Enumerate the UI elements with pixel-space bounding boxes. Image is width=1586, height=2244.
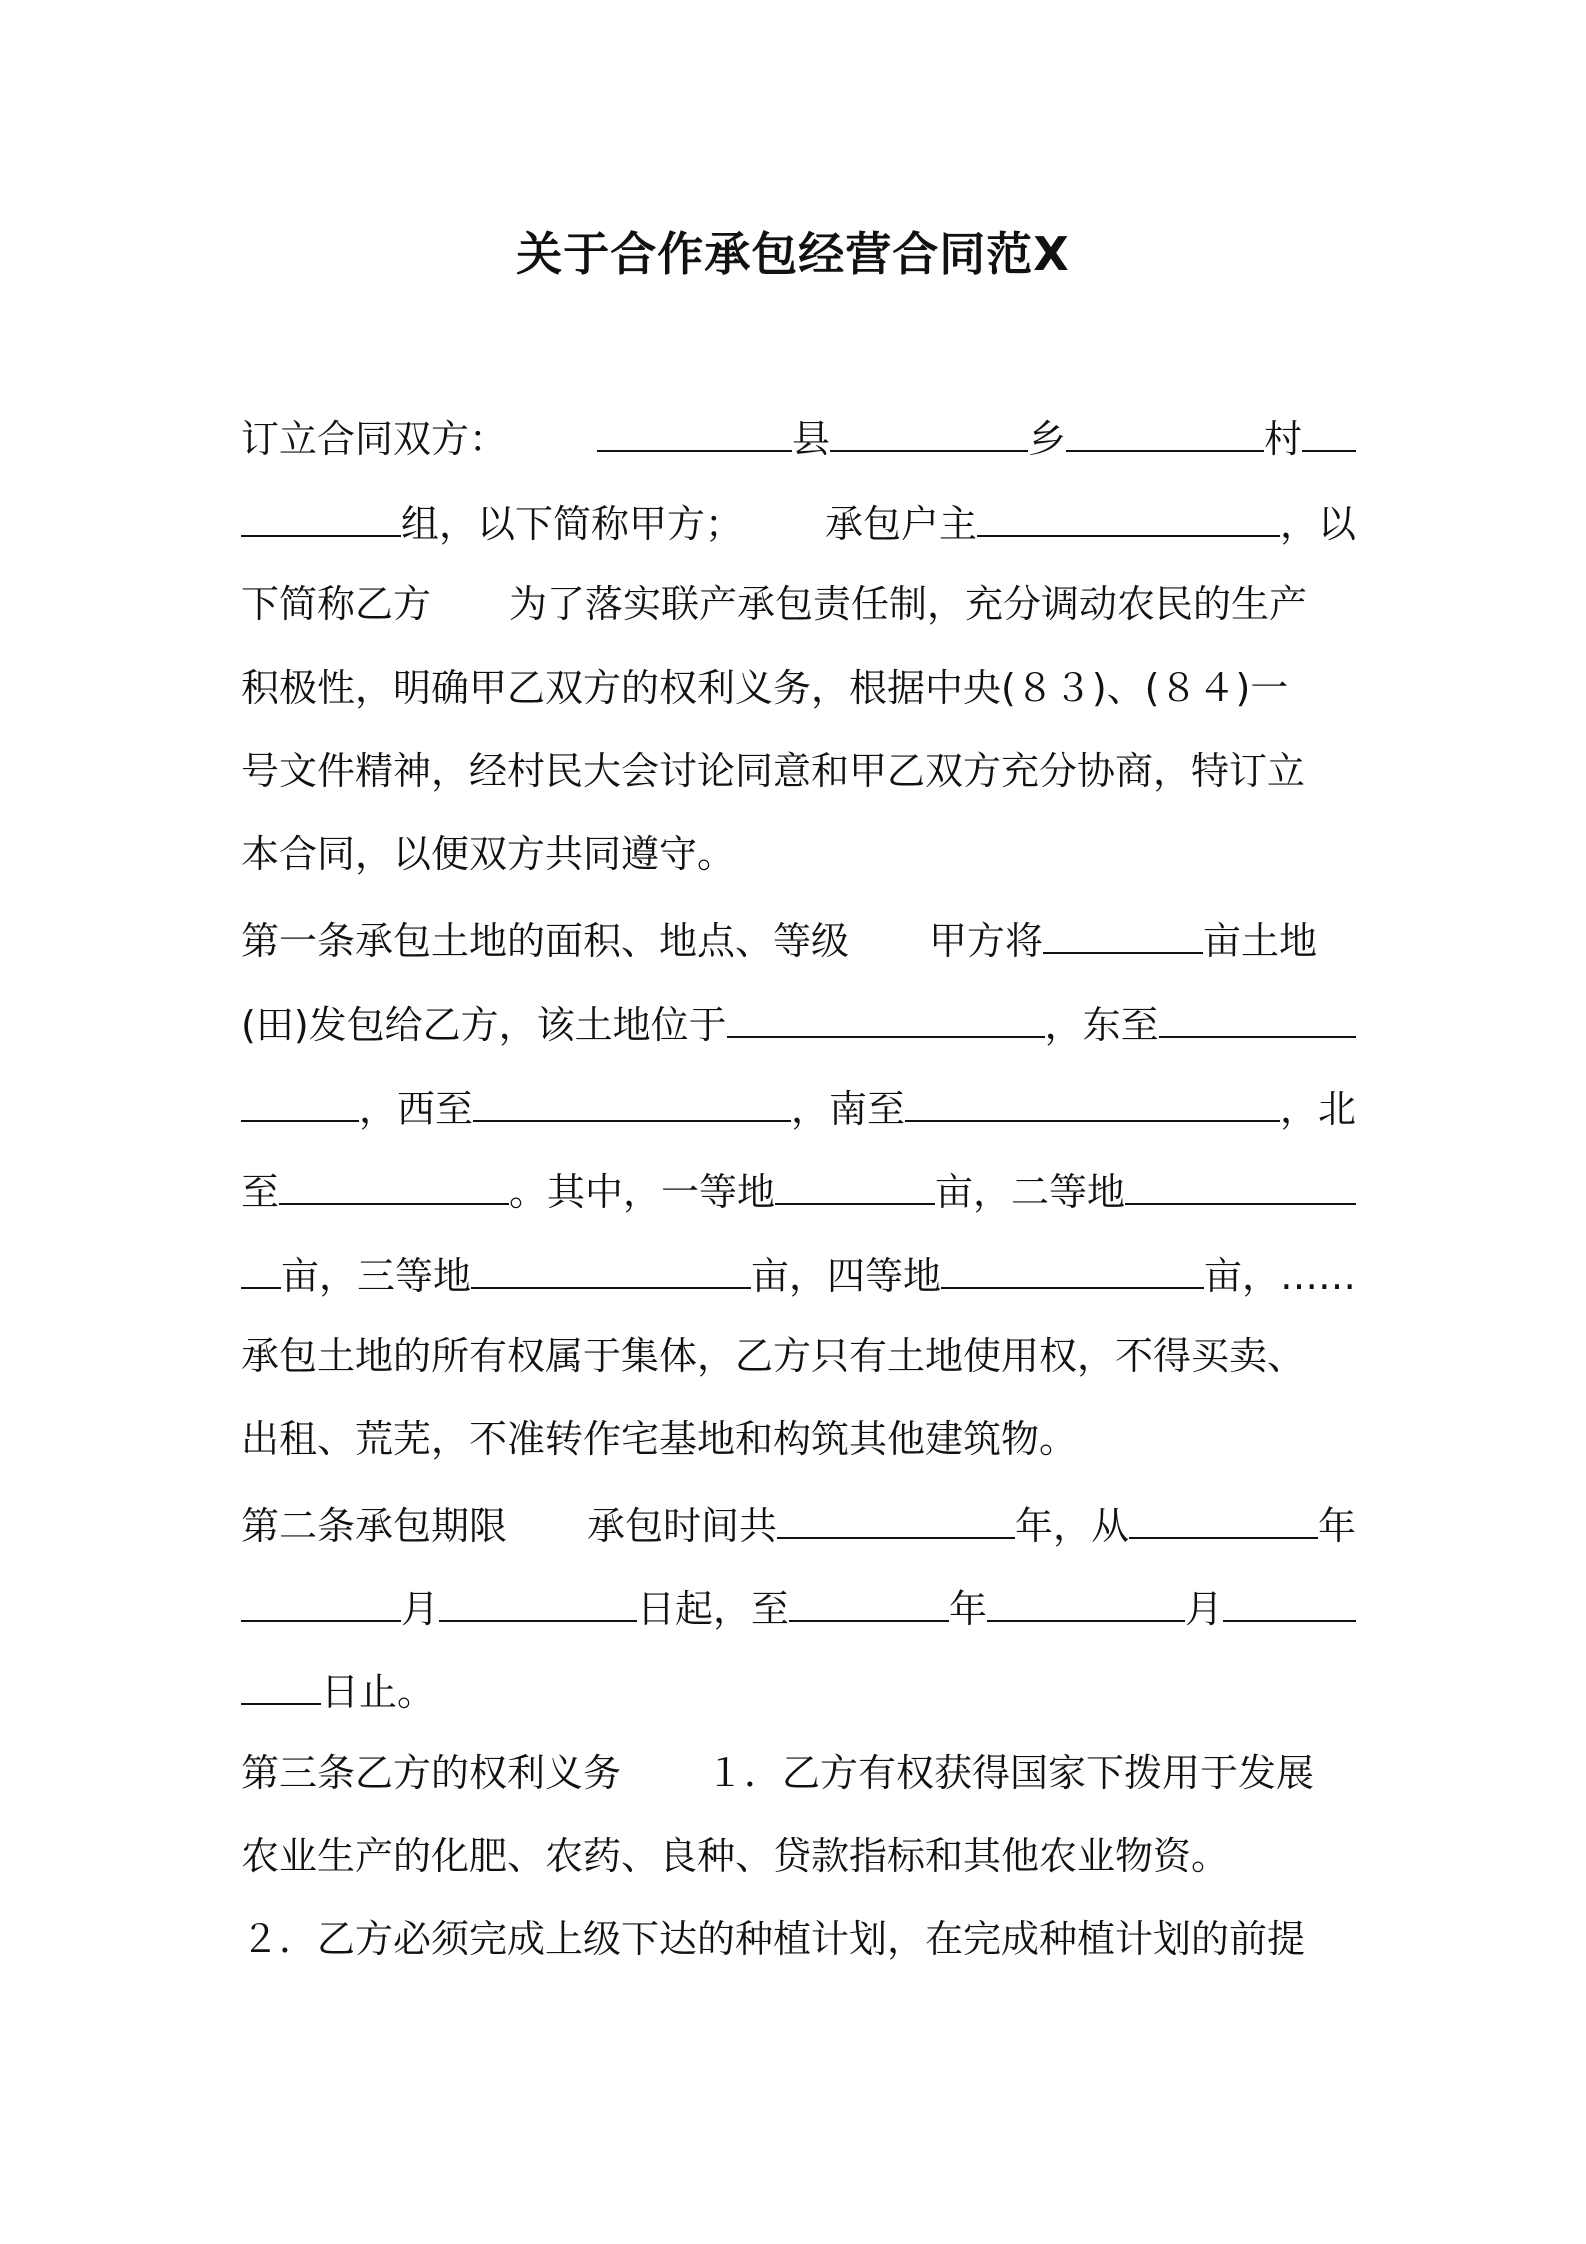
start-to-label: 日起，至	[637, 1587, 790, 1631]
body-line: 积极性，明确甲乙双方的权利义务，根据中央(８３)、(８４)一	[241, 666, 1289, 710]
end-month-label: 月	[1185, 1587, 1224, 1631]
south-label: ，南至	[791, 1087, 906, 1131]
area-mu-blank[interactable]	[1043, 912, 1203, 954]
grade-1-label: 。其中，一等地	[509, 1170, 776, 1214]
township-label: 乡	[1028, 417, 1067, 461]
north-blank[interactable]	[279, 1163, 509, 1205]
mu-land-text: 亩土地	[1203, 919, 1318, 963]
body-line: ２．乙方必须完成上级下达的种植计划，在完成种植计划的前提	[241, 1917, 1306, 1961]
grade-2-blank-cont[interactable]	[241, 1247, 281, 1289]
west-label: ，西至	[359, 1087, 474, 1131]
body-line: 出租、荒芜，不准转作宅基地和构筑其他建筑物。	[241, 1417, 1078, 1461]
west-blank[interactable]	[473, 1080, 791, 1122]
grade-2-label: 亩，二等地	[935, 1170, 1126, 1214]
boundary-line	[241, 1080, 1356, 1132]
grade-4-blank[interactable]	[941, 1247, 1204, 1289]
party-a-will-text: 甲方将	[929, 919, 1044, 963]
contract-parties-line	[241, 410, 1356, 462]
grade-2-blank[interactable]	[1125, 1163, 1356, 1205]
article-1-heading-line	[241, 912, 1356, 964]
start-year-blank[interactable]	[1129, 1497, 1318, 1539]
party-b-text-start: ，以	[1279, 502, 1356, 546]
from-label: 年，从	[1015, 1504, 1130, 1548]
group-blank-start[interactable]	[1302, 410, 1356, 452]
grade-3-blank[interactable]	[471, 1247, 751, 1289]
township-blank[interactable]	[830, 410, 1028, 452]
purpose-text: 为了落实联产承包责任制，充分调动农民的生产	[509, 582, 1308, 626]
grade-3-label: 亩，三等地	[281, 1254, 472, 1298]
article-2-heading-line	[241, 1497, 1356, 1549]
end-month-blank[interactable]	[987, 1580, 1185, 1622]
land-location-line	[241, 996, 1356, 1048]
household-head-label: 承包户主	[825, 502, 978, 546]
start-month-label: 月	[401, 1587, 440, 1631]
purpose-line	[241, 578, 1356, 630]
parties-label: 订立合同双方：	[241, 417, 508, 461]
group-blank[interactable]	[241, 495, 401, 537]
start-day-blank[interactable]	[439, 1580, 637, 1622]
party-a-line	[241, 495, 1356, 547]
east-blank[interactable]	[1159, 996, 1356, 1038]
body-line: 承包土地的所有权属于集体，乙方只有土地使用权，不得买卖、	[241, 1334, 1306, 1378]
term-years-blank[interactable]	[777, 1497, 1015, 1539]
article-1-heading: 第一条承包土地的面积、地点、等级	[241, 919, 850, 963]
end-day-blank-cont[interactable]	[241, 1663, 321, 1705]
start-year-label: 年	[1317, 1504, 1356, 1548]
north-label: ，北	[1279, 1087, 1356, 1131]
party-b-text: 下简称乙方	[241, 582, 432, 626]
east-blank-cont[interactable]	[241, 1080, 359, 1122]
start-month-blank[interactable]	[241, 1580, 401, 1622]
end-day-label: 日止。	[321, 1670, 436, 1714]
body-line: 农业生产的化肥、农药、良种、贷款指标和其他农业物资。	[241, 1834, 1230, 1878]
county-label: 县	[792, 417, 831, 461]
article-3-heading-line	[241, 1747, 1356, 1799]
village-blank[interactable]	[1066, 410, 1264, 452]
grade-line-2	[241, 1247, 1356, 1299]
grade-4-label: 亩，四等地	[751, 1254, 942, 1298]
article-3-item-1: １．乙方有权获得国家下拨用于发展	[706, 1751, 1315, 1795]
term-end-line	[241, 1663, 1356, 1715]
land-location-blank[interactable]	[727, 996, 1045, 1038]
end-day-blank[interactable]	[1223, 1580, 1356, 1622]
household-head-blank[interactable]	[977, 495, 1280, 537]
east-label: ，东至	[1044, 1003, 1159, 1047]
term-date-line	[241, 1580, 1356, 1632]
village-label: 村	[1264, 417, 1303, 461]
body-line: 本合同，以便双方共同遵守。	[241, 832, 736, 876]
term-total-label: 承包时间共	[587, 1504, 778, 1548]
body-line: 号文件精神，经村民大会讨论同意和甲乙双方充分协商，特订立	[241, 749, 1306, 793]
end-year-label: 年	[949, 1587, 988, 1631]
county-blank[interactable]	[597, 410, 792, 452]
article-2-heading: 第二条承包期限	[241, 1504, 508, 1548]
mu-etc-text: 亩，……	[1203, 1254, 1356, 1298]
north-label-cont: 至	[241, 1170, 280, 1214]
south-blank[interactable]	[905, 1080, 1280, 1122]
end-year-blank[interactable]	[789, 1580, 949, 1622]
party-a-text: 组，以下简称甲方；	[401, 502, 744, 546]
grade-1-blank[interactable]	[775, 1163, 935, 1205]
article-3-heading: 第三条乙方的权利义务	[241, 1751, 622, 1795]
document-title: 关于合作承包经营合同范X	[516, 227, 1070, 281]
grade-line	[241, 1163, 1356, 1215]
land-location-text: (田)发包给乙方，该土地位于	[241, 1003, 727, 1047]
